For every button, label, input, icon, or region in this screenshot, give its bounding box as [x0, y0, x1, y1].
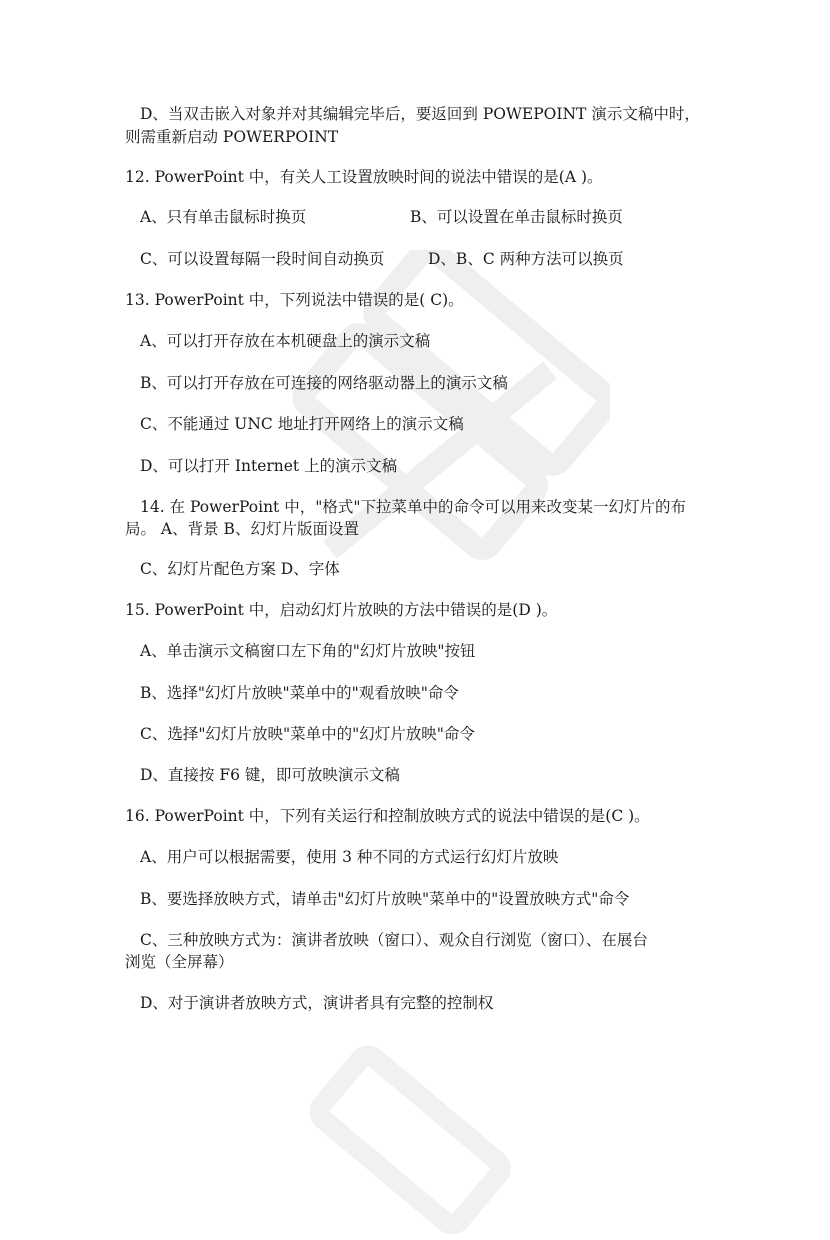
watermark-stamp-icon: [280, 1040, 540, 1240]
question-12: 12. PowerPoint 中，有关人工设置放映时间的说法中错误的是(A )。: [125, 168, 603, 186]
question-14: 14. 在 PowerPoint 中，"格式"下拉菜单中的命令可以用来改变某一幻灯片的布: [140, 498, 686, 516]
option-d-continuation: 则需重新启动 POWERPOINT: [125, 128, 339, 146]
q15-option-c: C、选择"幻灯片放映"菜单中的"幻灯片放映"命令: [140, 725, 475, 743]
option-d-line: D、当双击嵌入对象并对其编辑完毕后，要返回到 POWEPOINT 演示文稿中时，: [140, 105, 700, 123]
q16-option-b: B、要选择放映方式，请单击"幻灯片放映"菜单中的"设置放映方式"命令: [140, 890, 630, 908]
question-15: 15. PowerPoint 中，启动幻灯片放映的方法中错误的是(D )。: [125, 601, 558, 619]
q13-option-c: C、不能通过 UNC 地址打开网络上的演示文稿: [140, 415, 464, 433]
q13-option-a: A、可以打开存放在本机硬盘上的演示文稿: [140, 332, 431, 350]
q16-option-c: C、三种放映方式为：演讲者放映（窗口）、观众自行浏览（窗口）、在展台: [140, 931, 648, 949]
q12-option-b: B、可以设置在单击鼠标时换页: [410, 208, 623, 226]
q15-option-a: A、单击演示文稿窗口左下角的"幻灯片放映"按钮: [140, 642, 476, 660]
q16-option-a: A、用户可以根据需要，使用 3 种不同的方式运行幻灯片放映: [140, 848, 559, 866]
q16-option-c-continuation: 浏览（全屏幕）: [125, 953, 234, 971]
question-14-continuation: 局。 A、背景 B、幻灯片版面设置: [125, 520, 359, 538]
q13-option-b: B、可以打开存放在可连接的网络驱动器上的演示文稿: [140, 374, 508, 392]
q15-option-d: D、直接按 F6 键，即可放映演示文稿: [140, 766, 400, 784]
q14-options-c-d: C、幻灯片配色方案 D、字体: [140, 560, 340, 578]
q16-option-d: D、对于演讲者放映方式，演讲者具有完整的控制权: [140, 994, 494, 1012]
question-16: 16. PowerPoint 中，下列有关运行和控制放映方式的说法中错误的是(C )。: [125, 807, 650, 825]
q15-option-b: B、选择"幻灯片放映"菜单中的"观看放映"命令: [140, 684, 459, 702]
q12-option-c: C、可以设置每隔一段时间自动换页: [140, 250, 385, 268]
q12-option-d: D、B、C 两种方法可以换页: [428, 250, 624, 268]
q12-option-a: A、只有单击鼠标时换页: [140, 208, 307, 226]
question-13: 13. PowerPoint 中，下列说法中错误的是( C)。: [125, 291, 464, 309]
q13-option-d: D、可以打开 Internet 上的演示文稿: [140, 457, 398, 475]
